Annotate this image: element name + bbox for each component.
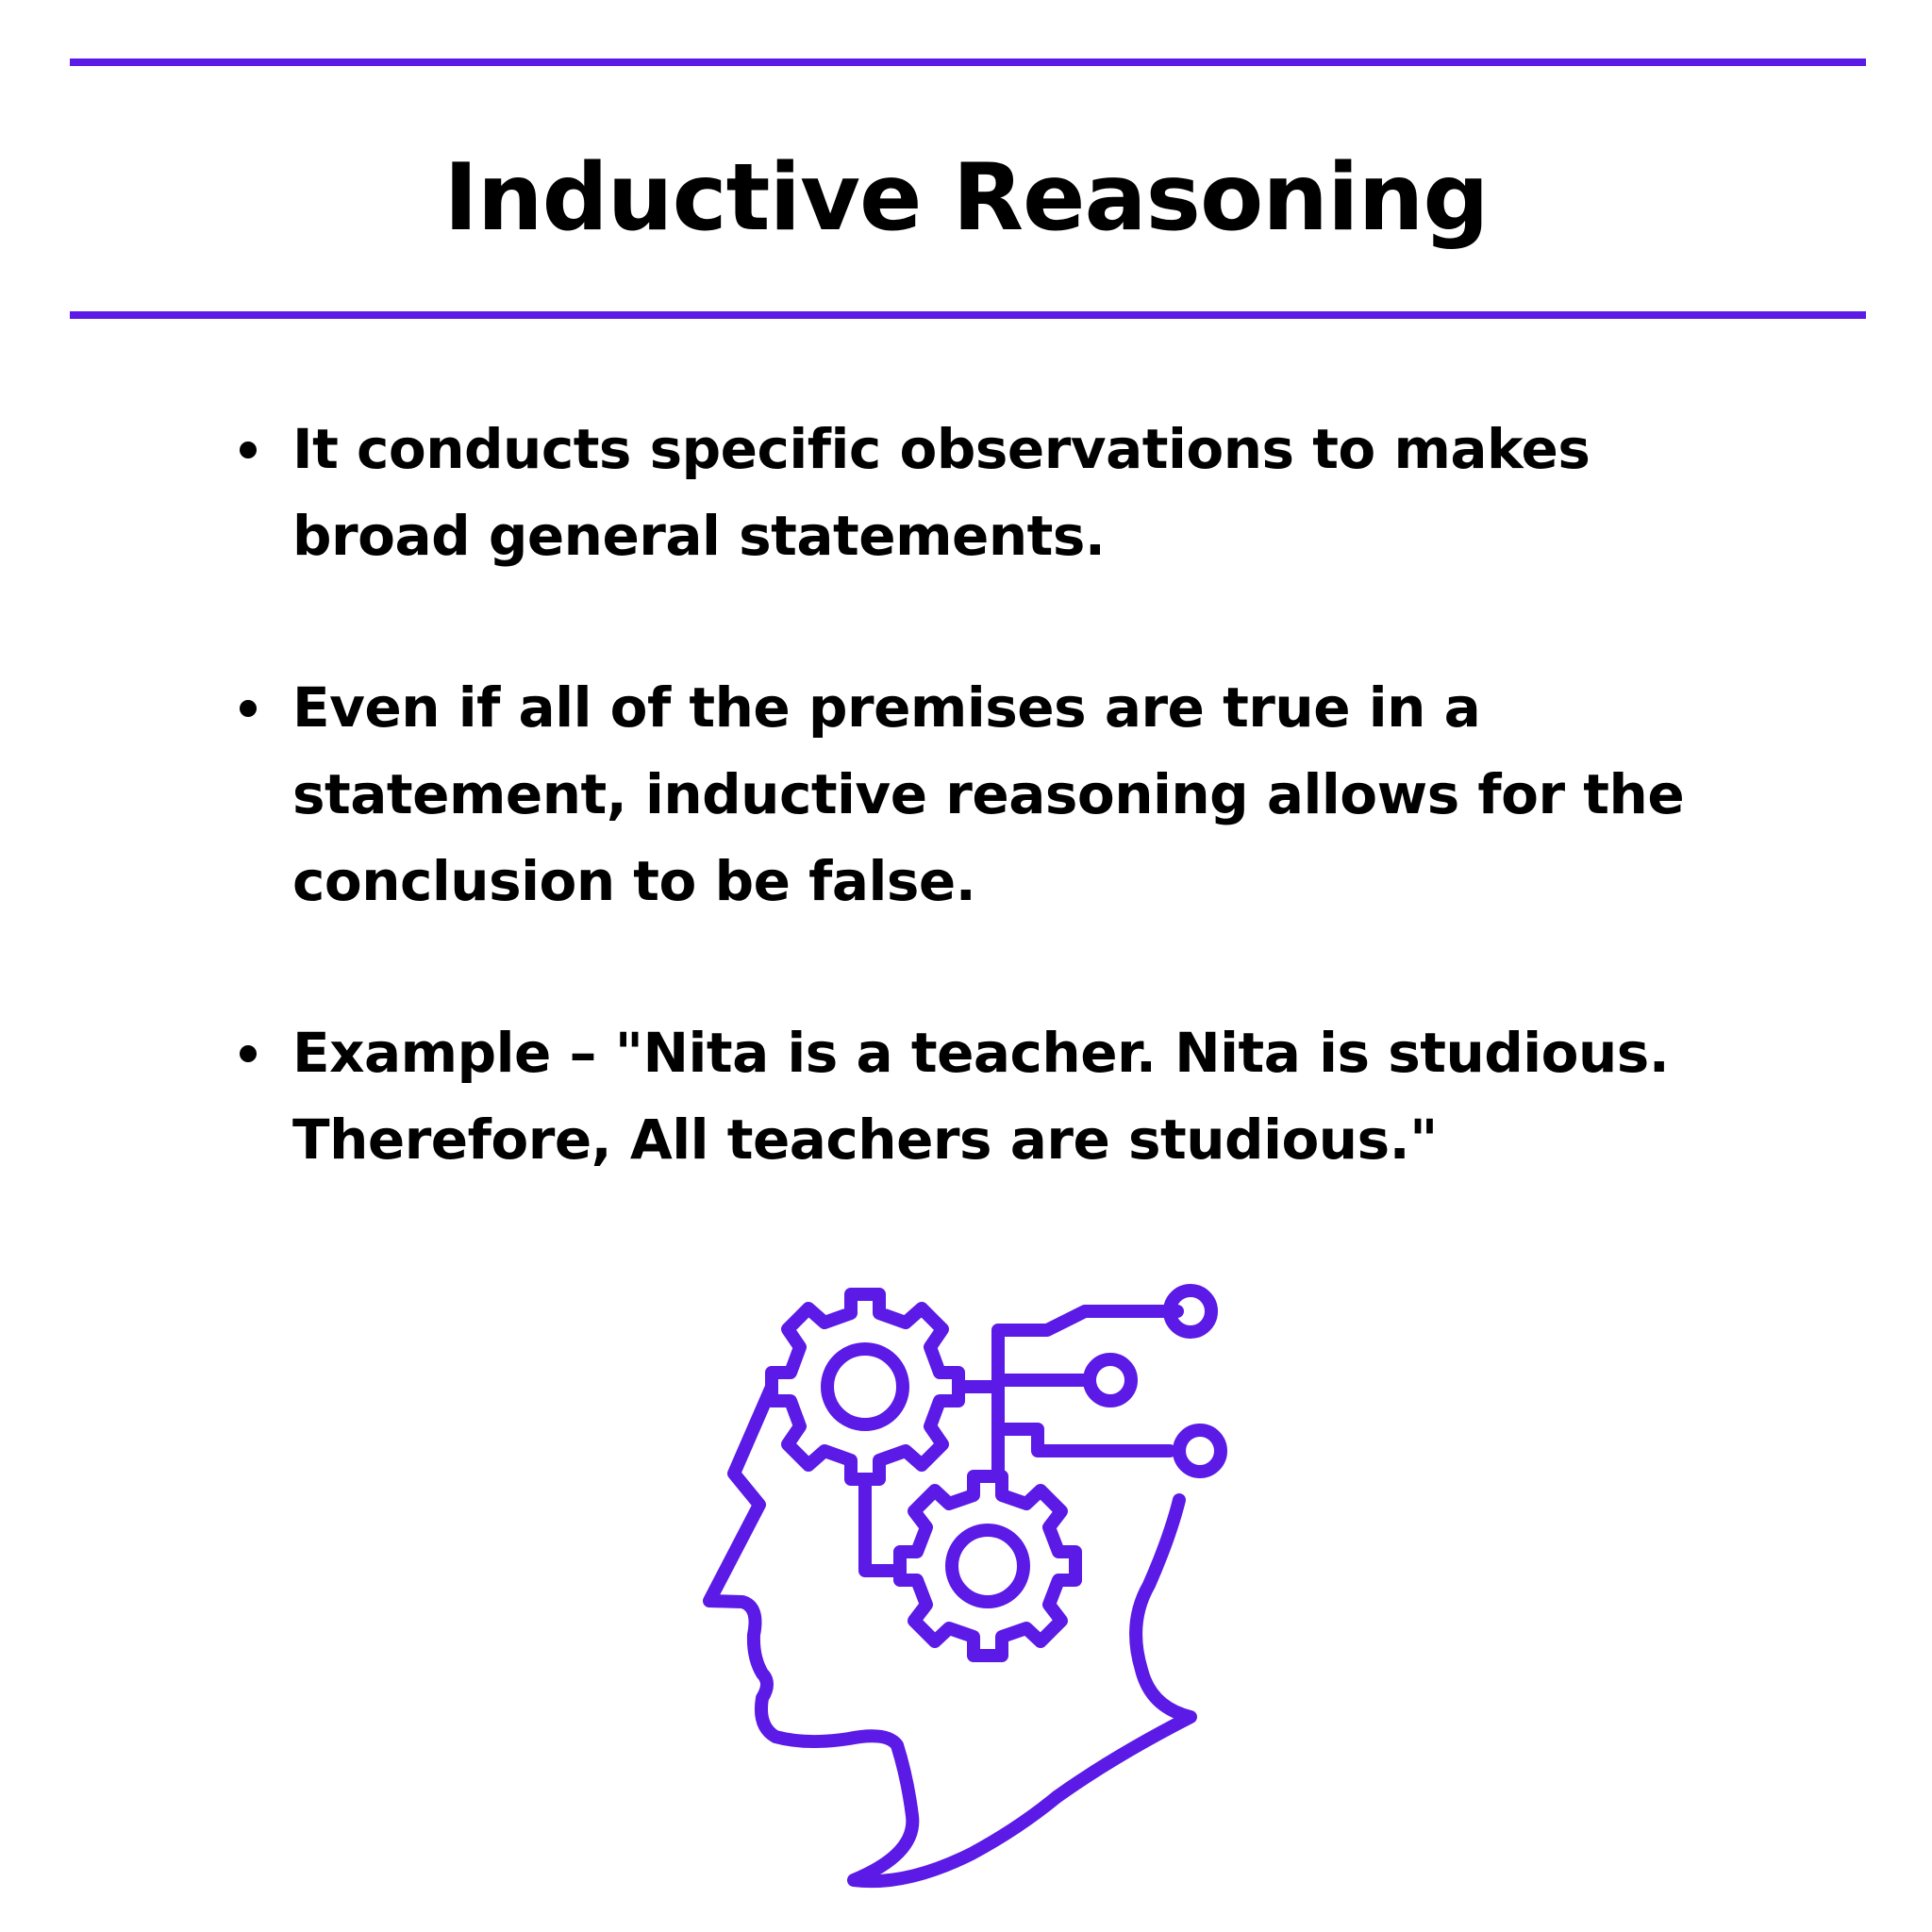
- circuit-node-icon: [1090, 1359, 1131, 1401]
- bottom-divider: [70, 311, 1866, 319]
- gear-upper-hub: [827, 1349, 903, 1424]
- bullet-item: [236, 1009, 1764, 1183]
- bullet-item: [236, 406, 1764, 579]
- bullet-dot-icon: [240, 700, 257, 717]
- bullet-text: It conducts specific observations to makes broad general statements.: [292, 417, 1591, 568]
- bullet-text: Even if all of the premises are true in a statement, inductive reasoning allows for the conclusion to be false.: [292, 675, 1685, 913]
- page-title: Inductive Reasoning: [443, 144, 1489, 252]
- bullet-dot-icon: [240, 1045, 257, 1062]
- top-divider: [70, 58, 1866, 66]
- circuit-node-icon: [1170, 1291, 1211, 1332]
- circuit-node-icon: [1179, 1430, 1221, 1472]
- head-with-gears-icon: [698, 1274, 1245, 1896]
- circuit-line: [998, 1429, 1170, 1451]
- bullet-item: [236, 664, 1764, 924]
- gear-lower-hub: [952, 1530, 1024, 1602]
- gear-lower-icon: [900, 1476, 1075, 1656]
- bullet-dot-icon: [240, 441, 257, 458]
- bullet-text: Example – "Nita is a teacher. Nita is studious. Therefore, All teachers are studious.": [292, 1021, 1670, 1172]
- gear-upper-icon: [772, 1294, 958, 1479]
- bullet-list: [236, 406, 1764, 1268]
